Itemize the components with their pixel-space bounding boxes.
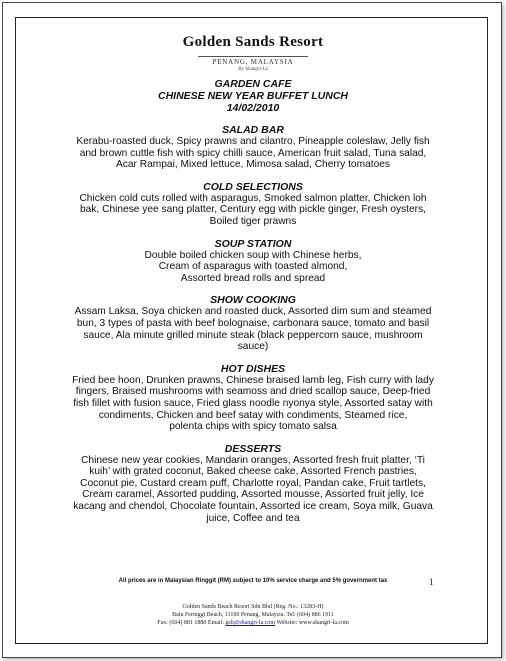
section-hot-dishes	[30, 363, 476, 433]
section-line: juice, Coffee and tea	[206, 512, 300, 524]
section-line: Boiled tiger prawns	[209, 215, 297, 227]
section-title: SALAD BAR	[222, 124, 284, 136]
section-line: Cream caramel, Assorted pudding, Assorted mousse, Assorted fruit jelly, Ice	[82, 489, 424, 501]
section-line: Coconut pie, Custard cream puff, Charlotte royal, Pandan cake, Fruit tartlets,	[80, 477, 426, 489]
section-line: and brown cuttle fish with spicy chilli sauce, American fruit salad, Tuna salad,	[79, 147, 427, 159]
section-line: sauce, Ala minute grilled minute steak (black peppercorn sauce, mushroom	[83, 329, 423, 341]
menu-content	[30, 78, 476, 524]
section-cold-selections	[30, 181, 476, 228]
section-line: Assam Laksa, Soya chicken and roasted duck, Assorted dim sum and steamed	[74, 306, 432, 318]
address-contact	[0, 619, 506, 627]
section-title: SHOW COOKING	[210, 294, 296, 307]
section-show-cooking	[30, 294, 476, 352]
website-text: Website: www.shangri-la.com	[275, 620, 349, 626]
section-line: Acar Rampai, Mixed lettuce, Mimosa salad, Cherry tomatoes	[115, 159, 391, 171]
section-salad-bar	[30, 124, 476, 171]
section-line: Fried bee hoon, Drunken prawns, Chinese braised lamb leg, Fish curry with lady	[72, 374, 434, 386]
logo-by-line: By Shangri-La	[238, 67, 268, 72]
address-block	[0, 603, 506, 627]
section-line: fish fillet with fusion sauce, Fried glass noodle nyonya style, Assorted satay with	[73, 397, 433, 409]
email-link[interactable]: gsb@shangri-la.com	[225, 620, 276, 626]
page-number: 1	[429, 577, 434, 587]
section-line: Double boiled chicken soup with Chinese herbs,	[144, 249, 362, 261]
section-line: Cream of asparagus with toasted almond,	[158, 261, 348, 273]
section-line: Assorted bread rolls and spread	[180, 272, 326, 284]
event-date: 14/02/2010	[226, 102, 280, 114]
resort-logo	[0, 34, 506, 72]
address-company: Golden Sands Beach Resort Sdn Bhd (Reg. No.: 13283-H)	[182, 604, 324, 610]
section-line: bak, Chinese yee sang platter, Century egg with pickle ginger, Fresh oysters,	[80, 204, 426, 216]
section-line: Chicken cold cuts rolled with asparagus, Smoked salmon platter, Chicken loh	[79, 192, 427, 204]
logo-location: PENANG, MALAYSIA	[212, 58, 294, 66]
section-desserts	[30, 443, 476, 525]
section-title: HOT DISHES	[220, 362, 286, 375]
section-line: sauce)	[237, 341, 269, 353]
section-title: SOUP STATION	[214, 237, 292, 250]
section-title: DESSERTS	[224, 442, 282, 455]
logo-divider	[198, 56, 308, 57]
section-line: bun, 3 types of pasta with beef bolognaise, carbonara sauce, tomato and basil	[76, 317, 430, 329]
section-line: Kerabu-roasted duck, Spicy prawns and cilantro, Pineapple coleslaw, Jelly fish	[76, 136, 430, 147]
section-line: kacang and chendol, Chocolate fountain, Assorted ice cream, Soya milk, Guava	[73, 501, 433, 513]
price-note: All prices are in Malaysian Ringgit (RM) subject to 10% service charge and 5% government tax	[118, 578, 388, 584]
section-title: COLD SELECTIONS	[203, 180, 303, 193]
venue-title: GARDEN CAFE	[214, 78, 292, 90]
section-line: Chinese new year cookies, Mandarin oranges, Assorted fresh fruit platter, ‘Ti	[81, 454, 425, 466]
event-title: CHINESE NEW YEAR BUFFET LUNCH	[158, 90, 348, 102]
address-location: Batu Feringgi Beach, 11100 Penang, Malaysia. Tel: (604) 886 1911	[172, 612, 334, 618]
section-soup-station	[30, 238, 476, 285]
logo-name: Golden Sands Resort	[182, 34, 324, 50]
section-line: condiments, Chicken and beef satay with condiments, Steamed rice,	[98, 409, 408, 421]
section-line: polenta chips with spicy tomato salsa	[169, 421, 337, 433]
fax-text: Fax: (604) 881 1880 Email:	[157, 620, 226, 626]
section-line: kuih’ with grated coconut, Baked cheese cake, Assorted French pastries,	[89, 466, 417, 478]
section-line: fingers, Braised mushrooms with seamoss and dried scallop sauce, Deep-fried	[75, 386, 431, 398]
